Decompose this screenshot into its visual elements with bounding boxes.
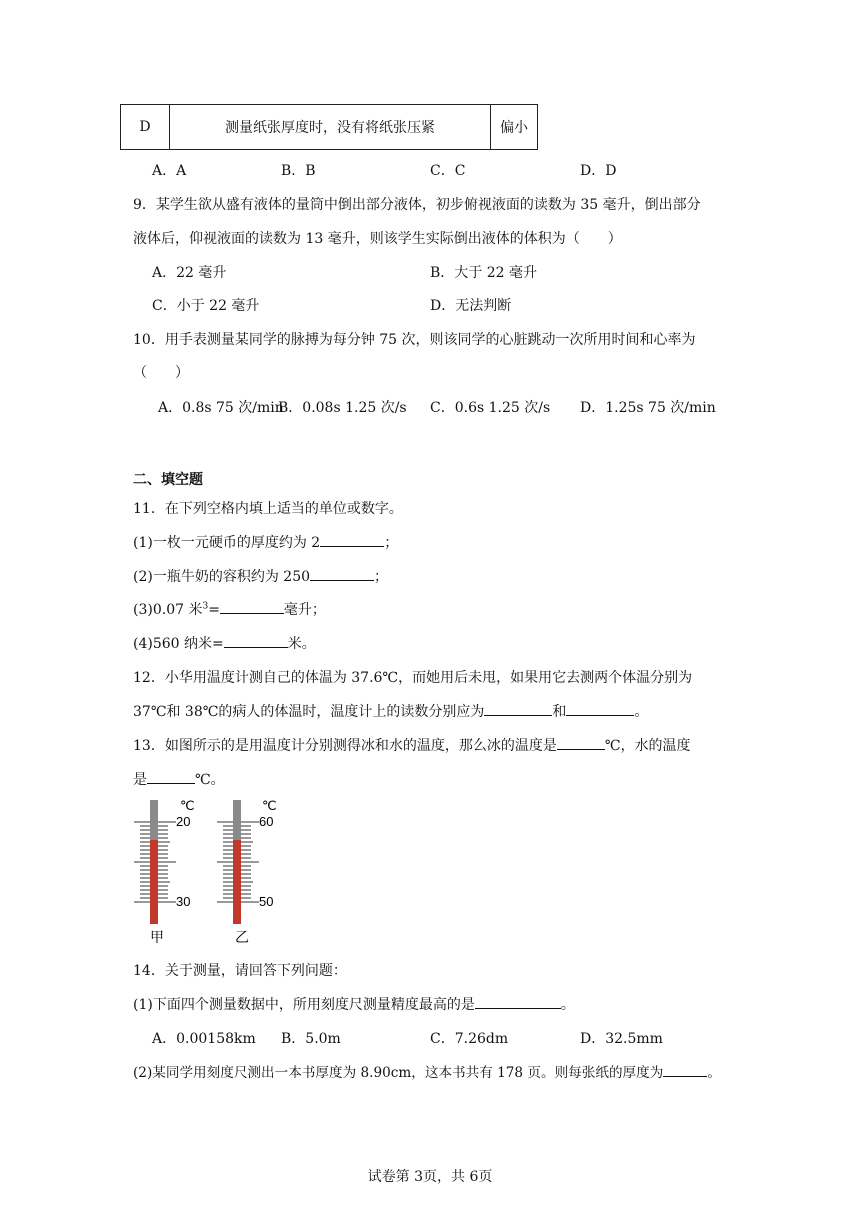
q11-part1 [133, 532, 398, 552]
q10-option-a[interactable]: A．0.8s 75 次/min [158, 400, 284, 416]
answer-blank[interactable] [484, 701, 552, 716]
answer-blank[interactable] [566, 701, 634, 716]
unit-label: ℃ [262, 798, 277, 813]
q9-option-c[interactable]: C．小于 22 毫升 [152, 298, 260, 314]
answer-blank[interactable] [147, 769, 195, 784]
thermometer-yi [217, 798, 277, 946]
q12-line2-text: 37℃和 38℃的病人的体温时，温度计上的读数分别应为 [133, 704, 485, 720]
q14-part1-text: (1)下面四个测量数据中，所用刻度尺测量精度最高的是 [133, 997, 475, 1013]
table-cell-content: 测量纸张厚度时，没有将纸张压紧 [170, 105, 491, 150]
unit-label: ℃ [180, 798, 195, 813]
q10-option-d[interactable]: D．1.25s 75 次/min [580, 400, 716, 416]
tick-label-top: 20 [176, 814, 191, 829]
tick-label-bottom: 50 [259, 894, 274, 909]
q9-line2: 液体后，仰视液面的读数为 13 毫升，则该学生实际倒出液体的体积为（ ） [133, 231, 622, 247]
q9-line1: 9．某学生欲从盛有液体的量筒中倒出部分液体，初步俯视液面的读数为 35 毫升，倒出部分 [133, 197, 701, 213]
thermometer-jia [134, 798, 195, 946]
q11-part4-text: (4)560 纳米= [133, 636, 224, 652]
q8-option-c[interactable]: C．C [430, 163, 466, 179]
tube-empty [233, 800, 241, 840]
q14-option-d[interactable]: D．32.5mm [580, 1031, 663, 1047]
q9-option-b[interactable]: B．大于 22 毫升 [430, 265, 538, 281]
q13-line2-end: ℃。 [195, 772, 225, 788]
answer-blank[interactable] [310, 566, 374, 581]
q11-part1-text: (1)一枚一元硬币的厚度约为 2 [133, 535, 321, 551]
q14-stem: 14．关于测量，请回答下列问题： [133, 963, 347, 979]
q10-line1: 10．用手表测量某同学的脉搏为每分钟 75 次，则该同学的心脏跳动一次所用时间和心率为 [133, 332, 696, 348]
q11-part2-text: (2)一瓶牛奶的容积约为 250 [133, 569, 311, 585]
q11-part3-eq: = [208, 602, 220, 618]
q11-part2 [133, 566, 388, 586]
q11-stem: 11．在下列空格内填上适当的单位或数字。 [133, 501, 403, 517]
q11-part1-end: ； [384, 535, 399, 551]
q11-part3-text: (3)0.07 米 [133, 602, 203, 618]
table-cell-label: D [121, 105, 170, 150]
q9-option-a[interactable]: A．22 毫升 [152, 265, 227, 281]
q14-part2-text: (2)某同学用刻度尺测出一本书厚度为 8.90cm，这本书共有 178 页。则每张纸的厚度为 [133, 1065, 664, 1081]
q9-option-d[interactable]: D．无法判断 [430, 298, 512, 314]
q11-part4 [133, 633, 316, 653]
q14-option-a[interactable]: A．0.00158km [152, 1031, 256, 1047]
options-table [120, 104, 538, 150]
q13-line1 [133, 735, 691, 755]
caption-jia: 甲 [150, 930, 164, 946]
table-cell-result: 偏小 [491, 105, 538, 150]
answer-blank[interactable] [475, 994, 561, 1009]
q10-option-b[interactable]: B．0.08s 1.25 次/s [278, 400, 407, 416]
tick-label-bottom: 30 [176, 894, 191, 909]
answer-blank[interactable] [220, 599, 284, 614]
q11-part3 [133, 599, 326, 619]
q13-line2-text: 是 [133, 772, 147, 788]
q12-line2-end: 。 [634, 704, 649, 720]
q11-part3-end: 毫升； [283, 602, 326, 618]
answer-blank[interactable] [320, 532, 384, 547]
section-title: 二、填空题 [133, 472, 203, 488]
thermometer-figure [128, 796, 288, 948]
q8-option-d[interactable]: D．D [580, 163, 617, 179]
q13-line2 [133, 769, 225, 789]
q14-option-b[interactable]: B．5.0m [281, 1031, 341, 1047]
q11-part3-sup: 3 [202, 601, 209, 612]
q11-part2-end: ； [374, 569, 389, 585]
answer-blank[interactable] [224, 633, 288, 648]
caption-yi: 乙 [235, 930, 249, 946]
q14-part1-end: 。 [560, 997, 575, 1013]
liquid-column [233, 840, 241, 924]
q14-part2-end: 。 [707, 1065, 721, 1081]
q13-line1-end: ℃，水的温度 [604, 738, 691, 754]
q13-line1-text: 13．如图所示的是用温度计分别测得冰和水的温度，那么冰的温度是 [133, 738, 557, 754]
q8-option-b[interactable]: B．B [281, 163, 316, 179]
page-footer: 试卷第 3页，共 6页 [367, 1169, 493, 1185]
q12-line2-and: 和 [552, 704, 567, 720]
q10-line2: （ ） [133, 365, 189, 381]
q8-option-a[interactable]: A．A [152, 163, 187, 179]
liquid-column [150, 840, 158, 924]
answer-blank[interactable] [663, 1062, 707, 1077]
q14-part1 [133, 994, 575, 1014]
tick-label-top: 60 [259, 814, 274, 829]
q11-part4-end: 米。 [287, 636, 316, 652]
q12-line2 [133, 701, 648, 721]
q12-line1: 12．小华用温度计测自己的体温为 37.6℃，而她用后未甩，如果用它去测两个体温分别为 [133, 670, 693, 686]
q10-option-c[interactable]: C．0.6s 1.25 次/s [430, 400, 551, 416]
answer-blank[interactable] [557, 735, 605, 750]
q14-part2 [133, 1061, 721, 1081]
table-row [121, 105, 538, 150]
tube-empty [150, 800, 158, 840]
q14-option-c[interactable]: C．7.26dm [430, 1031, 509, 1047]
